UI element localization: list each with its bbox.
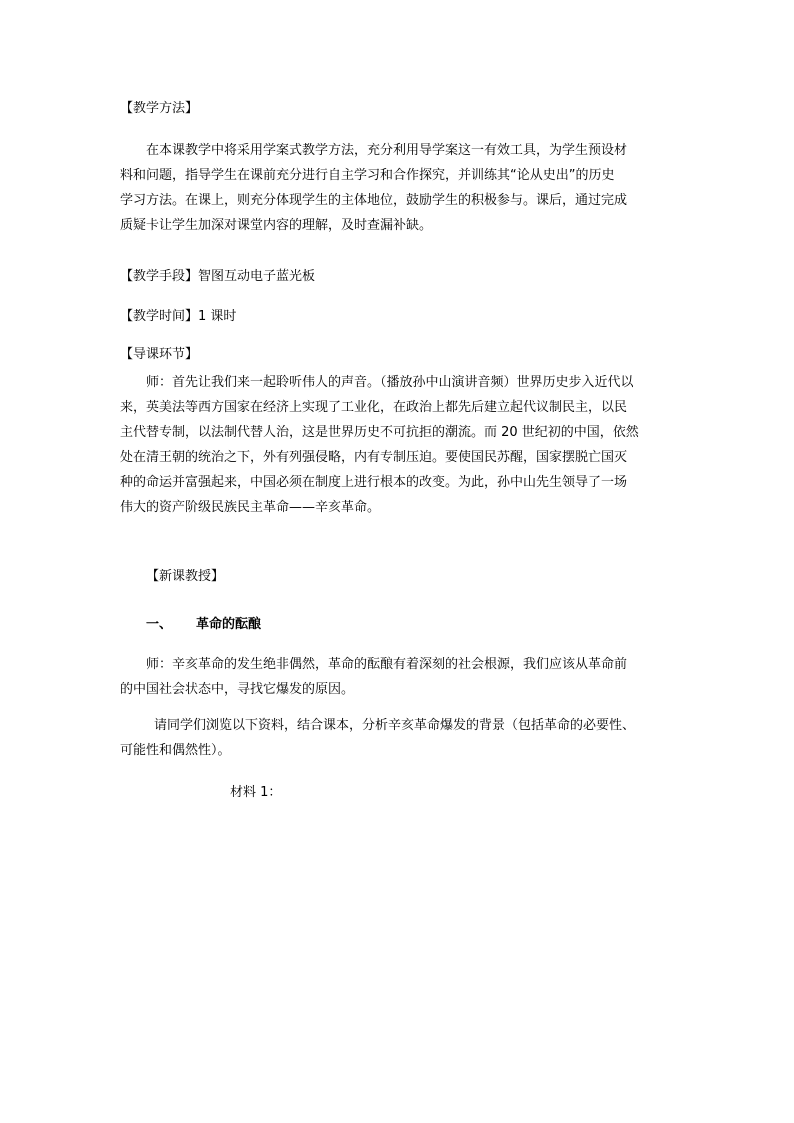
paragraph-line: 伟大的资产阶级民族民主革命——辛亥革命。 bbox=[120, 500, 381, 515]
teaching-time-value: 1 课时 bbox=[198, 309, 237, 324]
paragraph-line: 处在清王朝的统治之下，外有列强侵略，内有专制压迫。要使国民苏醒，国家摆脱亡国灭 bbox=[120, 450, 628, 465]
introduction-paragraph bbox=[120, 370, 676, 520]
teaching-time-label: 【教学时间】 bbox=[120, 309, 199, 324]
material-1-label: 材料 1： bbox=[230, 785, 282, 800]
teaching-means-label: 【教学手段】 bbox=[120, 269, 199, 284]
section-one-intro-paragraph bbox=[120, 652, 676, 702]
section-number: 一、 bbox=[146, 617, 173, 632]
section-one-task-paragraph bbox=[120, 713, 676, 763]
paragraph-line: 学习方法。在课上，则充分体现学生的主体地位，鼓励学生的积极参与。课后，通过完成 bbox=[120, 193, 628, 208]
paragraph-line: 可能性和偶然性）。 bbox=[120, 743, 231, 758]
teaching-means bbox=[120, 264, 676, 289]
teaching-method-label: 【教学方法】 bbox=[120, 101, 199, 116]
paragraph-line: 的中国社会状态中，寻找它爆发的原因。 bbox=[120, 682, 355, 697]
section-one-heading bbox=[146, 612, 261, 637]
paragraph-line: 料和问题，指导学生在课前充分进行自主学习和合作探究，并训练其“论从史出”的历史 bbox=[120, 168, 615, 183]
paragraph-line: 种的命运并富强起来，中国必须在制度上进行根本的改变。为此，孙中山先生领导了一场 bbox=[120, 475, 628, 490]
new-lesson-label: 【新课教授】 bbox=[146, 569, 225, 584]
paragraph-line: 请同学们浏览以下资料，结合课本，分析辛亥革命爆发的背景（包括革命的必要性、 bbox=[154, 718, 636, 733]
paragraph-line: 师：首先让我们来一起聆听伟人的声音。（播放孙中山演讲音频）世界历史步入近代以 bbox=[146, 375, 634, 390]
paragraph-line: 在本课教学中将采用学案式教学方法，充分利用导学案这一有效工具，为学生预设材 bbox=[146, 143, 628, 158]
introduction-label: 【导课环节】 bbox=[120, 347, 199, 362]
paragraph-line: 来，英美法等西方国家在经济上实现了工业化，在政治上都先后建立起代议制民主，以民 bbox=[120, 400, 628, 415]
section-title: 革命的酝酿 bbox=[196, 617, 262, 632]
paragraph-line: 质疑卡让学生加深对课堂内容的理解，及时查漏补缺。 bbox=[120, 218, 433, 233]
teaching-means-value: 智图互动电子蓝光板 bbox=[198, 269, 316, 284]
paragraph-line: 主代替专制，以法制代替人治，这是世界历史不可抗拒的潮流。而 20 世纪初的中国，依然 bbox=[120, 425, 639, 440]
teaching-method-paragraph bbox=[120, 138, 676, 238]
paragraph-line: 师：辛亥革命的发生绝非偶然，革命的酝酿有着深刻的社会根源，我们应该从革命前 bbox=[146, 657, 628, 672]
teaching-time bbox=[120, 304, 676, 329]
